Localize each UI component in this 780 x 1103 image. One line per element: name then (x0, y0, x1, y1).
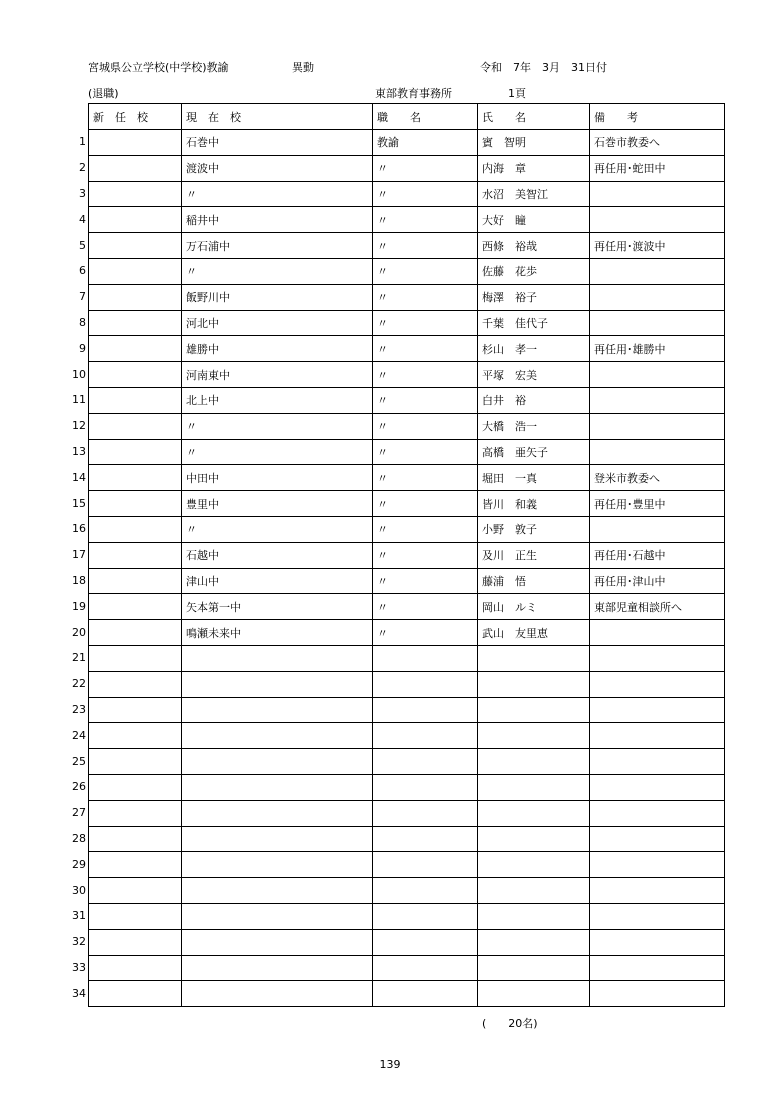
column-header-current-school: 現 在 校 (182, 104, 373, 130)
remarks-cell (590, 439, 725, 465)
new-school-cell (89, 284, 182, 310)
name-cell: 梅澤 裕子 (478, 284, 590, 310)
job-title-cell (373, 929, 478, 955)
name-cell: 西條 裕哉 (478, 233, 590, 259)
personnel-table (88, 103, 725, 1007)
table-row (89, 491, 725, 517)
row-number: 4 (79, 212, 86, 226)
new-school-cell (89, 413, 182, 439)
new-school-cell (89, 594, 182, 620)
current-school-cell: 雄勝中 (182, 336, 373, 362)
job-title-cell: 〃 (373, 594, 478, 620)
name-cell (478, 903, 590, 929)
remarks-cell (590, 207, 725, 233)
table-row (89, 181, 725, 207)
table-header-row (89, 104, 725, 130)
new-school-cell (89, 826, 182, 852)
current-school-cell: 石巻中 (182, 130, 373, 156)
row-number: 6 (79, 264, 86, 278)
row-number: 2 (79, 161, 86, 175)
category-label: (退職) (88, 87, 119, 100)
job-title-cell (373, 981, 478, 1007)
job-title-cell (373, 826, 478, 852)
new-school-cell (89, 336, 182, 362)
remarks-cell (590, 516, 725, 542)
new-school-cell (89, 516, 182, 542)
current-school-cell: 石越中 (182, 542, 373, 568)
job-title-cell: 〃 (373, 413, 478, 439)
row-number: 14 (72, 470, 86, 484)
name-cell: 平塚 宏美 (478, 362, 590, 388)
job-title-cell: 〃 (373, 155, 478, 181)
new-school-cell (89, 258, 182, 284)
table-row (89, 542, 725, 568)
row-number: 34 (72, 986, 86, 1000)
remarks-cell (590, 929, 725, 955)
job-title-cell: 〃 (373, 516, 478, 542)
job-title-cell: 〃 (373, 542, 478, 568)
table-row (89, 439, 725, 465)
job-title-cell: 〃 (373, 362, 478, 388)
row-number: 24 (72, 728, 86, 742)
new-school-cell (89, 903, 182, 929)
job-title-cell: 〃 (373, 310, 478, 336)
job-title-cell (373, 878, 478, 904)
remarks-cell (590, 620, 725, 646)
page-number: 139 (379, 1058, 401, 1071)
name-cell: 水沼 美智江 (478, 181, 590, 207)
job-title-cell: 〃 (373, 439, 478, 465)
job-title-cell: 〃 (373, 336, 478, 362)
current-school-cell: 北上中 (182, 387, 373, 413)
name-cell: 佐藤 花歩 (478, 258, 590, 284)
remarks-cell (590, 955, 725, 981)
remarks-cell (590, 723, 725, 749)
current-school-cell: 〃 (182, 181, 373, 207)
new-school-cell (89, 878, 182, 904)
table-row (89, 310, 725, 336)
table-row (89, 130, 725, 156)
current-school-cell: 〃 (182, 258, 373, 284)
new-school-cell (89, 233, 182, 259)
new-school-cell (89, 387, 182, 413)
name-cell: 藤浦 悟 (478, 568, 590, 594)
new-school-cell (89, 749, 182, 775)
name-cell (478, 929, 590, 955)
current-school-cell (182, 852, 373, 878)
current-school-cell (182, 645, 373, 671)
remarks-cell: 再任用･渡波中 (590, 233, 725, 259)
name-cell (478, 955, 590, 981)
job-title-cell: 〃 (373, 387, 478, 413)
job-title-cell (373, 645, 478, 671)
current-school-cell: 〃 (182, 413, 373, 439)
row-number: 10 (72, 367, 86, 381)
name-cell: 及川 正生 (478, 542, 590, 568)
remarks-cell (590, 981, 725, 1007)
table-row (89, 465, 725, 491)
remarks-cell (590, 878, 725, 904)
row-number: 1 (79, 135, 86, 149)
name-cell (478, 800, 590, 826)
new-school-cell (89, 955, 182, 981)
new-school-cell (89, 491, 182, 517)
remarks-cell: 再任用･蛇田中 (590, 155, 725, 181)
current-school-cell (182, 749, 373, 775)
name-cell: 皆川 和義 (478, 491, 590, 517)
page-label: 1頁 (508, 87, 526, 100)
table-row (89, 233, 725, 259)
remarks-cell (590, 826, 725, 852)
table-row (89, 903, 725, 929)
current-school-cell: 津山中 (182, 568, 373, 594)
remarks-cell (590, 181, 725, 207)
table-row (89, 800, 725, 826)
current-school-cell (182, 671, 373, 697)
row-number: 7 (79, 290, 86, 304)
table-row (89, 336, 725, 362)
name-cell: 小野 敦子 (478, 516, 590, 542)
table-row (89, 749, 725, 775)
job-title-cell (373, 774, 478, 800)
table-row (89, 929, 725, 955)
current-school-cell (182, 903, 373, 929)
name-cell: 千葉 佳代子 (478, 310, 590, 336)
table-row (89, 207, 725, 233)
name-cell (478, 749, 590, 775)
table-row (89, 387, 725, 413)
new-school-cell (89, 181, 182, 207)
job-title-cell: 〃 (373, 207, 478, 233)
new-school-cell (89, 439, 182, 465)
current-school-cell (182, 723, 373, 749)
document-title: 宮城県公立学校(中学校)教諭 (88, 61, 229, 74)
row-number: 13 (72, 444, 86, 458)
row-number: 33 (72, 960, 86, 974)
job-title-cell: 〃 (373, 568, 478, 594)
job-title-cell (373, 852, 478, 878)
name-cell: 岡山 ルミ (478, 594, 590, 620)
new-school-cell (89, 155, 182, 181)
new-school-cell (89, 852, 182, 878)
new-school-cell (89, 362, 182, 388)
row-number: 11 (72, 393, 86, 407)
current-school-cell (182, 981, 373, 1007)
name-cell (478, 723, 590, 749)
remarks-cell (590, 852, 725, 878)
name-cell: 大橋 浩一 (478, 413, 590, 439)
current-school-cell: 万石浦中 (182, 233, 373, 259)
remarks-cell: 登米市教委へ (590, 465, 725, 491)
remarks-cell (590, 362, 725, 388)
name-cell (478, 826, 590, 852)
remarks-cell: 再任用･豊里中 (590, 491, 725, 517)
remarks-cell: 東部児童相談所へ (590, 594, 725, 620)
job-title-cell: 〃 (373, 284, 478, 310)
current-school-cell (182, 774, 373, 800)
new-school-cell (89, 207, 182, 233)
remarks-cell (590, 387, 725, 413)
current-school-cell (182, 826, 373, 852)
new-school-cell (89, 465, 182, 491)
job-title-cell (373, 749, 478, 775)
table-row (89, 826, 725, 852)
name-cell: 堀田 一真 (478, 465, 590, 491)
table-row (89, 413, 725, 439)
row-number: 32 (72, 935, 86, 949)
new-school-cell (89, 568, 182, 594)
remarks-cell (590, 413, 725, 439)
remarks-cell (590, 774, 725, 800)
row-number: 21 (72, 651, 86, 665)
current-school-cell: 河北中 (182, 310, 373, 336)
name-cell (478, 852, 590, 878)
table-row (89, 697, 725, 723)
total-count: ( 20名) (482, 1017, 538, 1030)
new-school-cell (89, 774, 182, 800)
table-row (89, 981, 725, 1007)
job-title-cell: 〃 (373, 233, 478, 259)
row-number: 8 (79, 315, 86, 329)
column-header-name: 氏 名 (478, 104, 590, 130)
job-title-cell: 〃 (373, 620, 478, 646)
current-school-cell (182, 878, 373, 904)
name-cell: 高橋 亜矢子 (478, 439, 590, 465)
row-number: 18 (72, 573, 86, 587)
remarks-cell (590, 645, 725, 671)
table-row (89, 594, 725, 620)
new-school-cell (89, 723, 182, 749)
row-number: 9 (79, 341, 86, 355)
new-school-cell (89, 310, 182, 336)
name-cell: 白井 裕 (478, 387, 590, 413)
table-row (89, 620, 725, 646)
new-school-cell (89, 620, 182, 646)
row-number: 31 (72, 909, 86, 923)
job-title-cell: 〃 (373, 491, 478, 517)
remarks-cell (590, 258, 725, 284)
current-school-cell (182, 697, 373, 723)
current-school-cell: 中田中 (182, 465, 373, 491)
row-number: 29 (72, 857, 86, 871)
current-school-cell: 稲井中 (182, 207, 373, 233)
table-row (89, 258, 725, 284)
current-school-cell (182, 955, 373, 981)
column-header-remarks: 備 考 (590, 104, 725, 130)
table-row (89, 362, 725, 388)
current-school-cell: 豊里中 (182, 491, 373, 517)
table-row (89, 155, 725, 181)
row-number: 3 (79, 186, 86, 200)
new-school-cell (89, 929, 182, 955)
job-title-cell: 〃 (373, 258, 478, 284)
current-school-cell: 矢本第一中 (182, 594, 373, 620)
table-row (89, 723, 725, 749)
job-title-cell (373, 800, 478, 826)
table-row (89, 284, 725, 310)
table-row (89, 878, 725, 904)
name-cell: 武山 友里恵 (478, 620, 590, 646)
row-number: 28 (72, 831, 86, 845)
current-school-cell: 〃 (182, 439, 373, 465)
row-number: 16 (72, 522, 86, 536)
remarks-cell: 再任用･石越中 (590, 542, 725, 568)
table-row (89, 645, 725, 671)
remarks-cell (590, 310, 725, 336)
remarks-cell (590, 903, 725, 929)
name-cell: 賓 智明 (478, 130, 590, 156)
name-cell (478, 878, 590, 904)
name-cell (478, 981, 590, 1007)
new-school-cell (89, 542, 182, 568)
job-title-cell (373, 903, 478, 929)
row-number: 15 (72, 496, 86, 510)
document-type: 異動 (292, 61, 314, 74)
remarks-cell: 石巻市教委へ (590, 130, 725, 156)
current-school-cell: 〃 (182, 516, 373, 542)
job-title-cell (373, 723, 478, 749)
job-title-cell (373, 955, 478, 981)
remarks-cell: 再任用･津山中 (590, 568, 725, 594)
new-school-cell (89, 800, 182, 826)
row-number: 19 (72, 599, 86, 613)
new-school-cell (89, 671, 182, 697)
row-number: 26 (72, 780, 86, 794)
table-row (89, 516, 725, 542)
office-name: 東部教育事務所 (375, 87, 452, 100)
current-school-cell (182, 800, 373, 826)
column-header-job-title: 職 名 (373, 104, 478, 130)
name-cell: 杉山 孝一 (478, 336, 590, 362)
row-number: 22 (72, 677, 86, 691)
remarks-cell (590, 749, 725, 775)
job-title-cell: 教諭 (373, 130, 478, 156)
row-number: 20 (72, 625, 86, 639)
row-number: 17 (72, 548, 86, 562)
effective-date: 令和 7年 3月 31日付 (480, 61, 607, 74)
current-school-cell: 渡波中 (182, 155, 373, 181)
row-number: 5 (79, 238, 86, 252)
name-cell: 内海 章 (478, 155, 590, 181)
row-number: 27 (72, 806, 86, 820)
name-cell (478, 697, 590, 723)
table-row (89, 774, 725, 800)
name-cell (478, 774, 590, 800)
current-school-cell: 河南東中 (182, 362, 373, 388)
name-cell: 大好 瞳 (478, 207, 590, 233)
job-title-cell (373, 671, 478, 697)
new-school-cell (89, 130, 182, 156)
row-number: 23 (72, 702, 86, 716)
job-title-cell: 〃 (373, 465, 478, 491)
job-title-cell (373, 697, 478, 723)
column-header-new-school: 新 任 校 (89, 104, 182, 130)
table-row (89, 671, 725, 697)
name-cell (478, 645, 590, 671)
current-school-cell: 飯野川中 (182, 284, 373, 310)
job-title-cell: 〃 (373, 181, 478, 207)
table-row (89, 955, 725, 981)
new-school-cell (89, 981, 182, 1007)
table-row (89, 852, 725, 878)
row-number: 30 (72, 883, 86, 897)
new-school-cell (89, 697, 182, 723)
remarks-cell (590, 800, 725, 826)
row-number: 12 (72, 419, 86, 433)
name-cell (478, 671, 590, 697)
remarks-cell (590, 697, 725, 723)
table-row (89, 568, 725, 594)
row-number: 25 (72, 754, 86, 768)
current-school-cell: 鳴瀬未来中 (182, 620, 373, 646)
remarks-cell: 再任用･雄勝中 (590, 336, 725, 362)
current-school-cell (182, 929, 373, 955)
remarks-cell (590, 284, 725, 310)
remarks-cell (590, 671, 725, 697)
new-school-cell (89, 645, 182, 671)
